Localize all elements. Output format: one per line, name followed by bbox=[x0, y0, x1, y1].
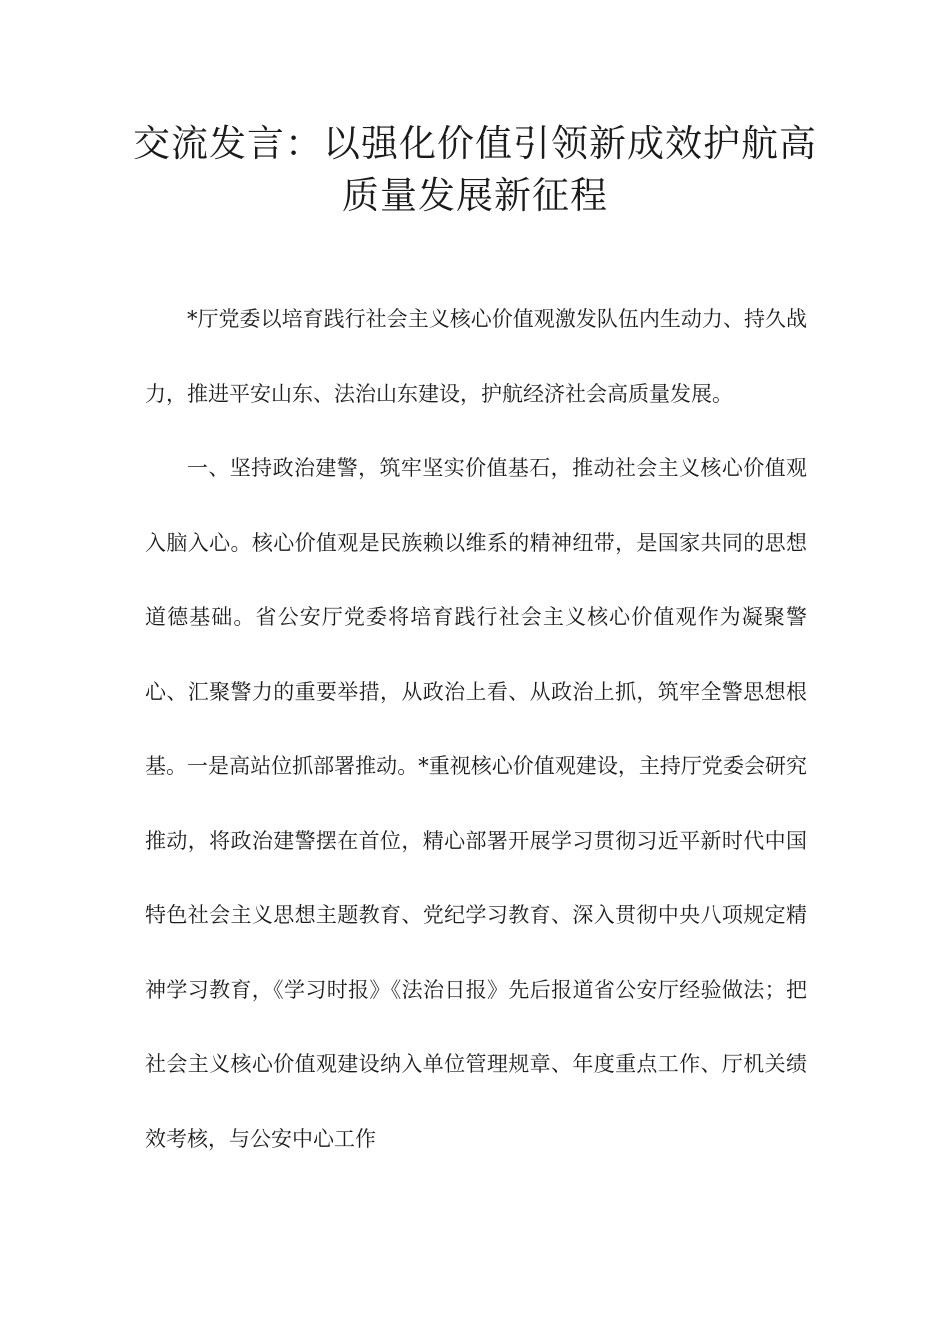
title-line-2: 质量发展新征程 bbox=[342, 174, 608, 217]
paragraph-intro: *厅党委以培育践行社会主义核心价值观激发队伍内生动力、持久战力，推进平安山东、法治山东建设，护航经济社会高质量发展。 bbox=[145, 307, 807, 406]
page-title bbox=[120, 118, 830, 222]
title-line-1: 交流发言：以强化价值引领新成效护航高 bbox=[133, 122, 817, 165]
document-body bbox=[145, 282, 807, 1176]
paragraph-section-one: 一、坚持政治建警，筑牢坚实价值基石，推动社会主义核心价值观入脑入心。核心价值观是民族赖以维系的精神纽带，是国家共同的思想道德基础。省公安厅党委将培育践行社会主义核心价值观作为凝聚警心、汇聚警力的重要举措，从政治上看、从政治上抓，筑牢全警思想根基。一是高站位抓部署推动。*重视核心价值观建设，主持厅党委会研究推动，将政治建警摆在首位，精心部署开展学习贯彻习近平新时代中国特色社会主义思想主题教育、党纪学习教育、深入贯彻中央八项规定精神学习教育，《学习时报》《法治日报》先后报道省公安厅经验做法；把社会主义核心价值观建设纳入单位管理规章、年度重点工作、厅机关绩效考核，与公安中心工作 bbox=[145, 456, 807, 1151]
